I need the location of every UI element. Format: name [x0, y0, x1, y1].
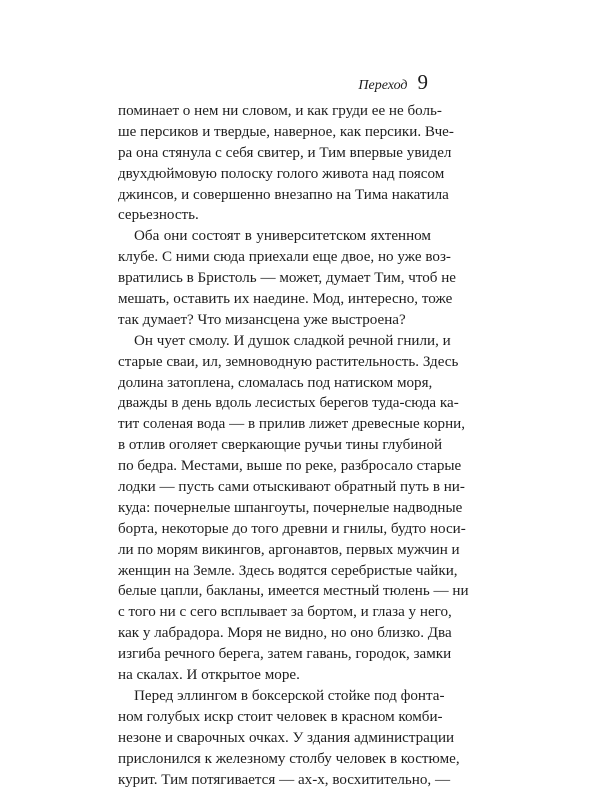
text-line: куда: почернелые шпангоуты, почернелые надводные	[118, 498, 431, 519]
running-header	[358, 70, 428, 95]
text-line: курит. Тим потягивается — ах-х, восхитительно, —	[118, 770, 431, 790]
text-line: в отлив оголяет сверкающие ручьи тины глубиной	[118, 435, 431, 456]
text-line: ше персиков и твердые, наверное, как персики. Вче-	[118, 122, 431, 143]
running-title: Переход	[358, 78, 407, 94]
text-line: долина затоплена, сломалась под натиском моря,	[118, 373, 431, 394]
text-line: Перед эллингом в боксерской стойке под фонта-	[118, 686, 431, 707]
text-line: дважды в день вдоль лесистых берегов туда-сюда ка-	[118, 393, 431, 414]
text-line: незоне и сварочных очках. У здания администрации	[118, 728, 431, 749]
text-line: Оба они состоят в университетском яхтенном	[118, 226, 431, 247]
text-line: вратились в Бристоль — может, думает Тим, чтоб не	[118, 268, 431, 289]
text-line: прислонился к железному столбу человек в костюме,	[118, 749, 431, 770]
text-line: джинсов, и совершенно внезапно на Тима накатила	[118, 185, 431, 206]
text-line: с того ни с сего всплывает за бортом, и глаза у него,	[118, 602, 431, 623]
text-line: тит соленая вода — в прилив лижет древесные корни,	[118, 414, 431, 435]
text-line: так думает? Что мизансцена уже выстроена?	[118, 310, 431, 331]
text-line: серьезность.	[118, 205, 431, 226]
text-line: по бедра. Местами, выше по реке, разбросало старые	[118, 456, 431, 477]
body-text	[118, 101, 431, 790]
text-line: ли по морям викингов, аргонавтов, первых мужчин и	[118, 540, 431, 561]
text-line: ном голубых искр стоит человек в красном комби-	[118, 707, 431, 728]
text-line: клубе. С ними сюда приехали еще двое, но уже воз-	[118, 247, 431, 268]
text-line: белые цапли, бакланы, имеется местный тюлень — ни	[118, 581, 431, 602]
text-line: поминает о нем ни словом, и как груди ее не боль-	[118, 101, 431, 122]
text-line: мешать, оставить их наедине. Мод, интересно, тоже	[118, 289, 431, 310]
text-line: на скалах. И открытое море.	[118, 665, 431, 686]
page-number: 9	[418, 70, 429, 95]
text-line: изгиба речного берега, затем гавань, городок, замки	[118, 644, 431, 665]
text-line: ра она стянула с себя свитер, и Тим впервые увидел	[118, 143, 431, 164]
text-line: двухдюймовую полоску голого живота над поясом	[118, 164, 431, 185]
text-line: старые сваи, ил, земноводную растительность. Здесь	[118, 352, 431, 373]
text-line: Он чует смолу. И душок сладкой речной гнили, и	[118, 331, 431, 352]
text-line: как у лабрадора. Моря не видно, но оно близко. Два	[118, 623, 431, 644]
text-line: лодки — пусть сами отыскивают обратный путь в ни-	[118, 477, 431, 498]
text-line: борта, некоторые до того древни и гнилы, будто носи-	[118, 519, 431, 540]
text-line: женщин на Земле. Здесь водятся серебристые чайки,	[118, 561, 431, 582]
